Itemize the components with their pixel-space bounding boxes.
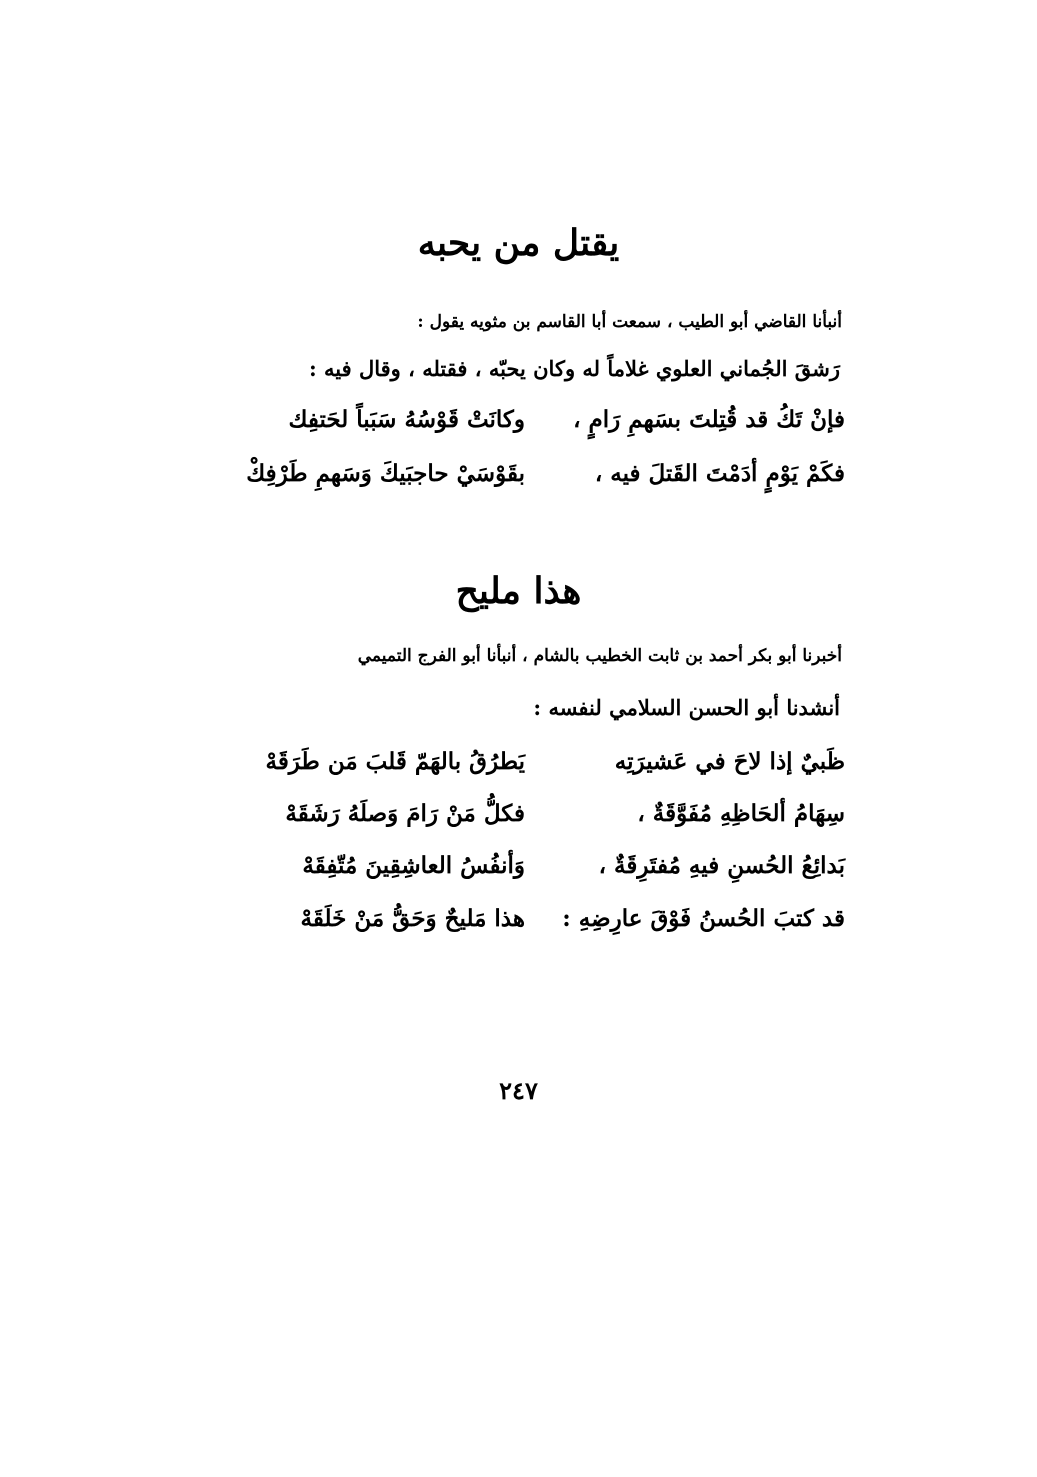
- poem-verse: [210, 452, 845, 496]
- narrative-line: رَشقَ الجُماني العلوي غلاماً له وكان يحبّه ، فقتله ، وقال فيه :: [308, 356, 840, 381]
- page-number: ٢٤٧: [499, 1076, 538, 1105]
- verse-first-hemistich: ظَبيٌ إذا لاحَ في عَشيرَتِه: [614, 748, 845, 775]
- poem-verse: [210, 740, 845, 784]
- section-title: يقتل من يحبه: [417, 222, 620, 264]
- verse-first-hemistich: سِهَامُ ألحَاظِهِ مُفَوَّقَةٌ ،: [637, 800, 845, 827]
- verse-second-hemistich: وَأنفُسُ العاشِقِينَ مُتّفِقَهْ: [302, 852, 525, 879]
- poem-verse: [210, 897, 845, 941]
- isnad-line: أنبأنا القاضي أبو الطيب ، سمعت أبا القاسم بن مثويه يقول :: [417, 312, 842, 332]
- narrative-line: أنشدنا أبو الحسن السلامي لنفسه :: [533, 695, 840, 720]
- verse-second-hemistich: هذا مَليحٌ وَحَقُّ مَنْ خَلَقَهْ: [300, 905, 525, 932]
- verse-first-hemistich: فكَمْ يَوْمٍ أدَمْتَ القَتلَ فيه ،: [594, 460, 845, 487]
- poem-verse: [210, 844, 845, 888]
- verse-first-hemistich: فإنْ تَكُ قد قُتِلتَ بسَهمِ رَامٍ ،: [573, 406, 845, 433]
- isnad-line: أخبرنا أبو بكر أحمد بن ثابت الخطيب بالشام ، أنبأنا أبو الفرج التميمي: [357, 646, 842, 666]
- verse-second-hemistich: بقَوْسَيْ حاجبَيكَ وَسَهمِ طَرْفِكْ: [246, 460, 525, 487]
- verse-second-hemistich: وكانَتْ قَوْسُهُ سَبَباً لحَتفِك: [288, 406, 525, 433]
- verse-second-hemistich: فكلُّ مَنْ رَامَ وَصلَهُ رَشَقَهْ: [285, 800, 525, 827]
- verse-first-hemistich: قد كتبَ الحُسنُ فَوْقَ عارِضِهِ :: [562, 905, 845, 932]
- poem-verse: [210, 398, 845, 442]
- poem-verse: [210, 792, 845, 836]
- section-title: هذا مليح: [455, 570, 582, 612]
- verse-first-hemistich: بَدائِعُ الحُسنِ فيهِ مُفتَرِقَةٌ ،: [598, 852, 845, 879]
- verse-second-hemistich: يَطرُقُ بالهَمّ قَلبَ مَن طَرَقَهْ: [265, 748, 525, 775]
